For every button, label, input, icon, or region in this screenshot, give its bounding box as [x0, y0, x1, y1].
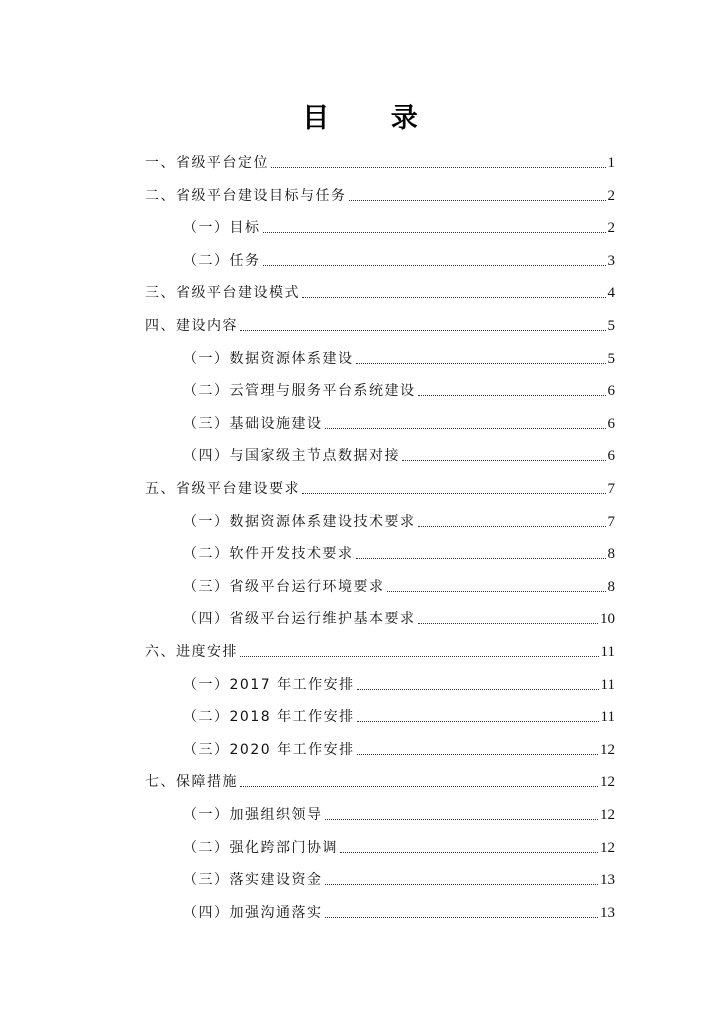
toc-dot-leader — [387, 590, 606, 592]
toc-entry-title: （二）2018 年工作安排 — [183, 709, 355, 726]
toc-entry-title: （二）强化跨部门协调 — [183, 839, 338, 856]
toc-page-number: 6 — [607, 415, 615, 432]
toc-page-number: 4 — [607, 285, 615, 302]
toc-entry-title: 一、省级平台定位 — [145, 155, 269, 171]
toc-entry-title: （一）2017 年工作安排 — [183, 676, 355, 693]
toc-subsection-entry[interactable] — [183, 344, 615, 368]
toc-dot-leader — [325, 427, 606, 429]
toc-dot-leader — [357, 720, 599, 722]
toc-subsection-entry[interactable] — [183, 735, 615, 759]
toc-dot-leader — [240, 785, 598, 787]
toc-page-number: 5 — [607, 318, 615, 334]
toc-subsection-entry[interactable] — [183, 670, 615, 694]
toc-subsection-entry[interactable] — [183, 507, 615, 531]
toc-entry-title: 七、保障措施 — [145, 774, 238, 791]
toc-dot-leader — [240, 329, 606, 331]
toc-entry-title: （三）基础设施建设 — [183, 415, 323, 432]
toc-subsection-entry[interactable] — [183, 572, 615, 596]
toc-page-number: 12 — [600, 807, 615, 823]
toc-entry-title: （三）2020 年工作安排 — [183, 741, 355, 758]
toc-entry-title: 六、进度安排 — [145, 644, 238, 660]
toc-subsection-entry[interactable] — [183, 702, 615, 726]
toc-page-number: 8 — [607, 578, 615, 595]
toc-entry-title: （四）与国家级主节点数据对接 — [183, 448, 400, 465]
toc-dot-leader — [263, 231, 606, 233]
toc-dot-leader — [418, 622, 599, 624]
toc-subsection-entry[interactable] — [183, 865, 615, 889]
toc-entry-title: （二）软件开发技术要求 — [183, 546, 354, 563]
toc-entry-title: （一）目标 — [183, 220, 261, 237]
toc-page-number: 6 — [607, 383, 615, 400]
toc-page-number: 11 — [600, 676, 615, 693]
toc-section-entry[interactable] — [145, 474, 615, 498]
toc-dot-leader — [325, 883, 599, 885]
toc-entry-title: （一）数据资源体系建设 — [183, 350, 354, 367]
toc-entry-title: （三）落实建设资金 — [183, 872, 323, 889]
toc-subsection-entry[interactable] — [183, 898, 615, 922]
toc-dot-leader — [418, 394, 606, 396]
toc-entry-title: 二、省级平台建设目标与任务 — [145, 187, 347, 204]
toc-page-number: 6 — [607, 448, 615, 465]
toc-subsection-entry[interactable] — [183, 213, 615, 237]
toc-page-number: 12 — [600, 839, 615, 856]
toc-subsection-entry[interactable] — [183, 246, 615, 270]
toc-page-number: 11 — [600, 709, 615, 726]
toc-entry-title: （二）云管理与服务平台系统建设 — [183, 383, 416, 400]
toc-dot-leader — [418, 525, 606, 527]
toc-page-number: 12 — [600, 741, 615, 758]
toc-dot-leader — [349, 199, 606, 201]
toc-entry-title: （二）任务 — [183, 252, 261, 269]
toc-subsection-entry[interactable] — [183, 604, 615, 628]
toc-entry-title: 三、省级平台建设模式 — [145, 285, 300, 302]
toc-entry-title: 五、省级平台建设要求 — [145, 481, 300, 497]
toc-dot-leader — [263, 264, 606, 266]
toc-section-entry[interactable] — [145, 637, 615, 661]
toc-page-number: 2 — [607, 187, 615, 204]
toc-page-number: 3 — [607, 252, 615, 269]
toc-dot-leader — [357, 688, 599, 690]
toc-dot-leader — [240, 655, 599, 657]
toc-page-number: 13 — [600, 904, 615, 921]
toc-section-entry[interactable] — [145, 311, 615, 335]
toc-entry-title: （一）数据资源体系建设技术要求 — [183, 513, 416, 530]
toc-section-entry[interactable] — [145, 278, 615, 302]
toc-dot-leader — [302, 296, 606, 298]
toc-subsection-entry[interactable] — [183, 833, 615, 857]
toc-entry-title: （一）加强组织领导 — [183, 807, 323, 823]
toc-page-number: 1 — [607, 155, 615, 171]
toc-subsection-entry[interactable] — [183, 409, 615, 433]
toc-page-number: 11 — [600, 644, 615, 660]
toc-dot-leader — [302, 492, 606, 494]
toc-dot-leader — [325, 818, 599, 820]
toc-dot-leader — [356, 557, 606, 559]
toc-section-entry[interactable] — [145, 181, 615, 205]
page-title: 目 录 — [302, 103, 444, 134]
toc-dot-leader — [340, 851, 598, 853]
toc-page-number: 5 — [607, 350, 615, 367]
toc-entry-title: （四）加强沟通落实 — [183, 904, 323, 921]
toc-page-number: 7 — [607, 481, 615, 497]
toc-page-number: 2 — [607, 220, 615, 237]
toc-page-number: 13 — [600, 872, 615, 889]
toc-page-number: 12 — [600, 774, 615, 791]
toc-page-number: 10 — [600, 611, 615, 628]
toc-subsection-entry[interactable] — [183, 441, 615, 465]
toc-dot-leader — [271, 166, 606, 168]
toc-entry-title: （三）省级平台运行环境要求 — [183, 578, 385, 595]
toc-dot-leader — [325, 916, 599, 918]
toc-entry-title: （四）省级平台运行维护基本要求 — [183, 611, 416, 628]
toc-entry-title: 四、建设内容 — [145, 318, 238, 334]
toc-dot-leader — [356, 362, 606, 364]
toc-dot-leader — [402, 459, 606, 461]
toc-dot-leader — [357, 753, 598, 755]
toc-section-entry[interactable] — [145, 767, 615, 791]
toc-subsection-entry[interactable] — [183, 376, 615, 400]
toc-page-number: 7 — [607, 513, 615, 530]
toc-section-entry[interactable] — [145, 148, 615, 172]
toc-subsection-entry[interactable] — [183, 800, 615, 824]
toc-page-number: 8 — [607, 546, 615, 563]
toc-subsection-entry[interactable] — [183, 539, 615, 563]
